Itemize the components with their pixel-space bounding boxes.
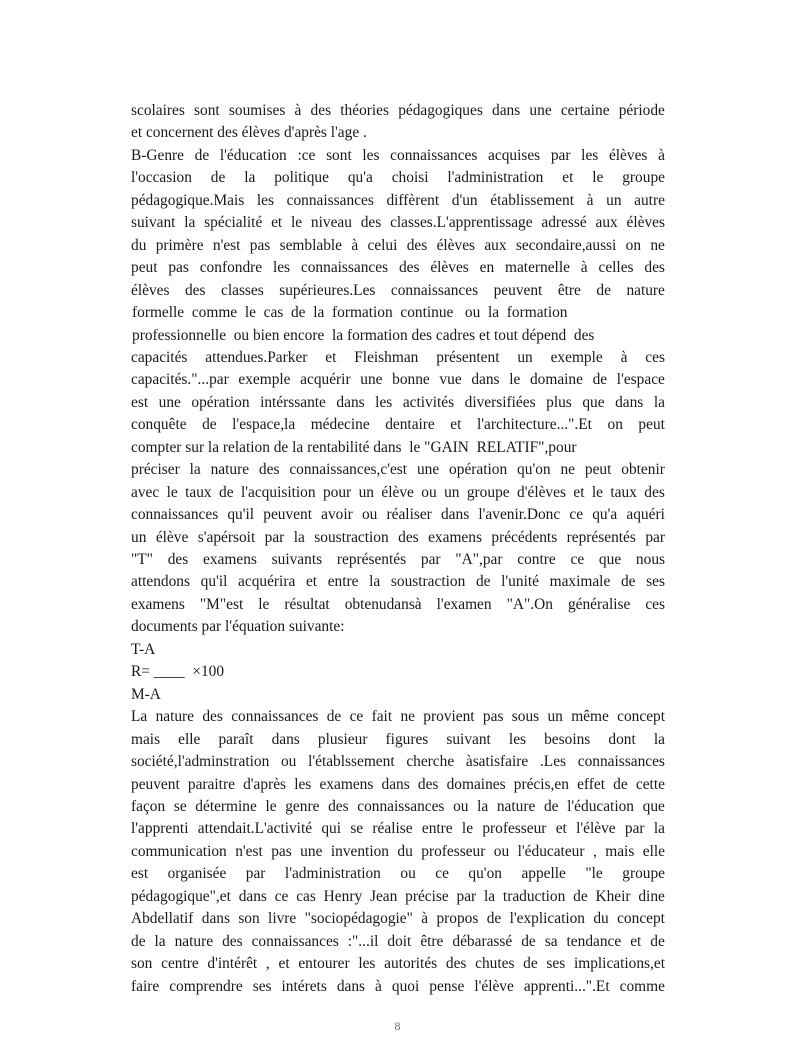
text-line: du primère n'est pas semblable à celui des élèves aux secondaire,aussi on ne xyxy=(131,236,665,254)
text-line: élèves des classes supérieures.Les connaissances peuvent être de nature xyxy=(131,281,665,299)
text-line: de la nature des connaissances :"...il doit être débarassé de sa tendance et de xyxy=(131,932,665,950)
text-line: compter sur la relation de la rentabilité dans le "GAIN RELATIF",pour xyxy=(131,438,577,456)
text-line: T-A xyxy=(131,640,156,658)
text-line: est organisée par l'administration ou ce qu'on appelle "le groupe xyxy=(131,865,665,883)
text-line: avec le taux de l'acquisition pour un élève ou un groupe d'élèves et le taux des xyxy=(131,483,665,501)
text-line: mais elle paraît dans plusieur figures suivant les besoins dont la xyxy=(131,730,665,748)
text-line: préciser la nature des connaissances,c'est une opération qu'on ne peut obtenir xyxy=(131,461,665,479)
text-line: Abdellatif dans son livre "sociopédagogie" à propos de l'explication du concept xyxy=(131,910,665,928)
text-line: attendons qu'il acquérira et entre la soustraction de l'unité maximale de ses xyxy=(131,573,665,591)
text-line: faire comprendre ses intérets dans à quoi pense l'élève apprenti...".Et comme xyxy=(131,977,665,995)
text-line: son centre d'intérêt , et entourer les autorités des chutes de ses implications,et xyxy=(131,955,665,973)
text-line: suivant la spécialité et le niveau des classes.L'apprentissage adressé aux élèves xyxy=(131,214,665,232)
text-line: B-Genre de l'éducation :ce sont les connaissances acquises par les élèves à xyxy=(131,146,665,164)
text-line: pédagogique.Mais les connaissances diffèrent d'un établissement à un autre xyxy=(131,191,665,209)
text-line: capacités attendues.Parker et Fleishman présentent un exemple à ces xyxy=(131,348,665,366)
text-line: peut pas confondre les connaissances des élèves en maternelle à celles des xyxy=(131,259,665,277)
text-line: peuvent paraitre d'après les examens dans des domaines précis,en effet de cette xyxy=(131,775,665,793)
text-line: un élève s'apérsoit par la soustraction des examens précédents représentés par xyxy=(131,528,665,546)
text-line: "T" des examens suivants représentés par "A",par contre ce que nous xyxy=(131,551,665,568)
text-line: documents par l'équation suivante: xyxy=(131,618,345,636)
text-line: examens "M"est le résultat obtenudansà l'examen "A".On généralise ces xyxy=(131,595,665,613)
text-line: scolaires sont soumises à des théories pédagogiques dans une certaine période xyxy=(131,102,665,119)
text-line: façon se détermine le genre des connaissances ou la nature de l'éducation que xyxy=(131,797,665,815)
text-line: est une opération intérssante dans les activités diversifiées plus que dans la xyxy=(131,393,665,411)
text-line: R= ____ ×100 xyxy=(131,663,225,681)
text-line: société,l'adminstration ou l'établssement cherche àsatisfaire .Les connaissances xyxy=(131,753,665,771)
text-line: pédagogique",et dans ce cas Henry Jean précise par la traduction de Kheir dine xyxy=(131,887,665,905)
text-line: conquête de l'espace,la médecine dentaire et l'architecture...".Et on peut xyxy=(131,416,665,434)
text-line: et concernent des élèves d'après l'age . xyxy=(131,124,367,142)
text-line: La nature des connaissances de ce fait ne provient pas sous un même concept xyxy=(131,708,665,726)
text-line: connaissances qu'il peuvent avoir ou réaliser dans l'avenir.Donc ce qu'a aquéri xyxy=(131,506,665,524)
text-line: capacités."...par exemple acquérir une bonne vue dans le domaine de l'espace xyxy=(131,371,665,389)
text-line: communication n'est pas une invention du professeur ou l'éducateur , mais elle xyxy=(131,842,665,860)
text-line: M-A xyxy=(131,685,161,703)
text-line: professionnelle ou bien encore la formation des cadres et tout dépend des xyxy=(132,326,595,344)
text-line: formelle comme le cas de la formation continue ou la formation xyxy=(132,304,568,322)
text-line: l'apprenti attendait.L'activité qui se réalise entre le professeur et l'élève par la xyxy=(131,820,665,838)
page-number: 8 xyxy=(394,1019,401,1033)
text-line: l'occasion de la politique qu'a choisi l'administration et le groupe xyxy=(131,169,665,187)
